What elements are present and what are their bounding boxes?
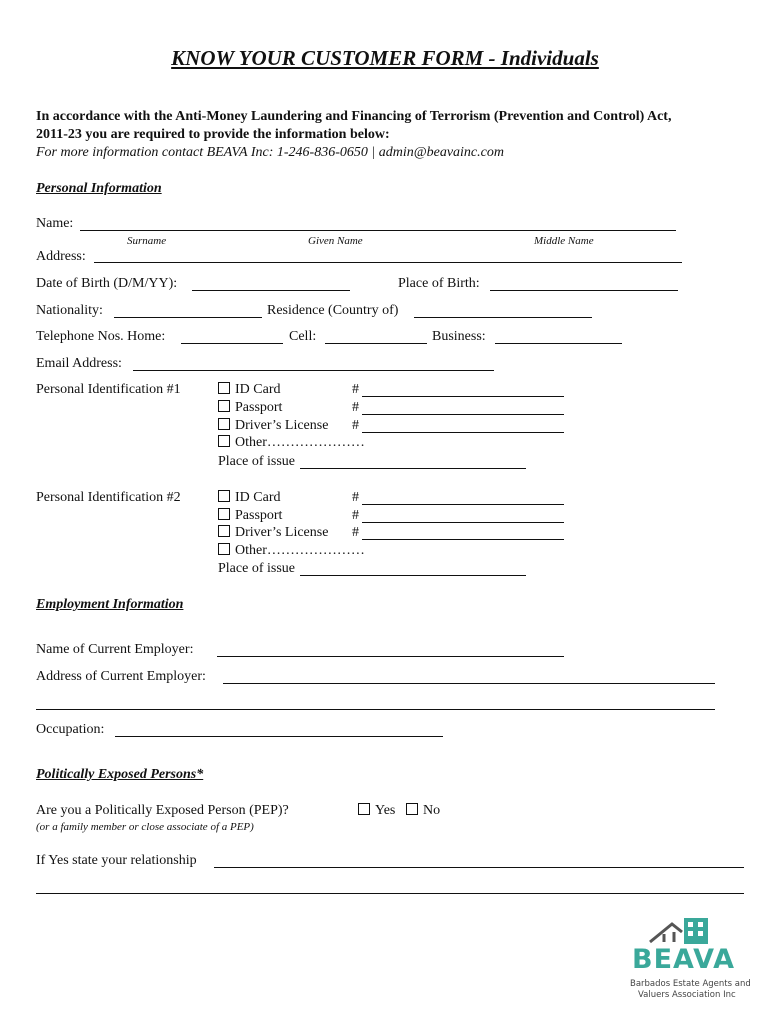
id1-license-number-field[interactable] — [362, 432, 564, 433]
cell-label: Cell: — [289, 329, 317, 344]
relationship-field[interactable] — [214, 867, 744, 868]
intro-line-2: 2011-23 you are required to provide the information below: — [36, 127, 390, 142]
pep-question: Are you a Politically Exposed Person (PEP)? — [36, 803, 289, 818]
employer-field[interactable] — [217, 656, 564, 657]
logo-name: BEAVA — [632, 944, 736, 975]
id1-option-drivers-license[interactable]: Driver’s License — [218, 418, 328, 434]
house-icon — [624, 912, 740, 948]
dob-field[interactable] — [192, 290, 350, 291]
id1-place-of-issue-label: Place of issue — [218, 454, 295, 469]
middle-name-hint: Middle Name — [534, 235, 594, 247]
pep-heading: Politically Exposed Persons* — [36, 767, 204, 782]
employer-address-field[interactable] — [223, 683, 715, 684]
employment-heading: Employment Information — [36, 597, 184, 612]
address-label: Address: — [36, 249, 86, 264]
id2-hash-3: # — [352, 525, 359, 540]
id1-option-other[interactable]: Other………………… — [218, 435, 365, 451]
logo-subtitle-1: Barbados Estate Agents and — [630, 979, 751, 989]
checkbox-icon — [406, 803, 418, 815]
email-field[interactable] — [133, 370, 494, 371]
given-name-hint: Given Name — [308, 235, 363, 247]
id1-passport-number-field[interactable] — [362, 414, 564, 415]
checkbox-icon — [218, 400, 230, 412]
id2-option-passport[interactable]: Passport — [218, 508, 282, 524]
id1-id-card-number-field[interactable] — [362, 396, 564, 397]
occupation-label: Occupation: — [36, 722, 105, 737]
business-field[interactable] — [495, 343, 622, 344]
id2-hash-2: # — [352, 508, 359, 523]
nationality-field[interactable] — [114, 317, 262, 318]
id2-id-card-number-field[interactable] — [362, 504, 564, 505]
email-label: Email Address: — [36, 356, 122, 371]
employer-label: Name of Current Employer: — [36, 642, 194, 657]
id1-hash-2: # — [352, 400, 359, 415]
checkbox-icon — [358, 803, 370, 815]
residence-label: Residence (Country of) — [267, 303, 399, 318]
beava-logo — [624, 912, 751, 1012]
address-field[interactable] — [94, 262, 682, 263]
id2-passport-number-field[interactable] — [362, 522, 564, 523]
checkbox-icon — [218, 418, 230, 430]
form-title: KNOW YOUR CUSTOMER FORM - Individuals — [171, 46, 599, 70]
id2-option-other[interactable]: Other………………… — [218, 543, 365, 559]
id1-option-passport[interactable]: Passport — [218, 400, 282, 416]
id2-label: Personal Identification #2 — [36, 490, 181, 505]
id2-option-id-card[interactable]: ID Card — [218, 490, 281, 506]
nationality-label: Nationality: — [36, 303, 103, 318]
id1-place-of-issue-field[interactable] — [300, 468, 526, 469]
dob-label: Date of Birth (D/M/YY): — [36, 276, 178, 291]
personal-info-heading: Personal Information — [36, 181, 162, 196]
checkbox-icon — [218, 508, 230, 520]
relationship-field-2[interactable] — [36, 893, 744, 894]
cell-field[interactable] — [325, 343, 427, 344]
id1-option-id-card[interactable]: ID Card — [218, 382, 281, 398]
intro-contact: For more information contact BEAVA Inc: 1-246-836-0650 | admin@beavainc.com — [36, 145, 504, 160]
checkbox-icon — [218, 435, 230, 447]
id1-label: Personal Identification #1 — [36, 382, 181, 397]
intro-line-1: In accordance with the Anti-Money Laundering and Financing of Terrorism (Prevention and Control) Act, — [36, 109, 672, 124]
id2-place-of-issue-field[interactable] — [300, 575, 526, 576]
pep-no-option[interactable]: No — [406, 803, 440, 819]
pob-field[interactable] — [490, 290, 678, 291]
id1-hash-3: # — [352, 418, 359, 433]
id2-hash-1: # — [352, 490, 359, 505]
id1-hash-1: # — [352, 382, 359, 397]
name-field[interactable] — [80, 230, 676, 231]
business-label: Business: — [432, 329, 486, 344]
employer-address-field-2[interactable] — [36, 709, 715, 710]
pob-label: Place of Birth: — [398, 276, 480, 291]
relationship-label: If Yes state your relationship — [36, 853, 197, 868]
name-label: Name: — [36, 216, 74, 231]
occupation-field[interactable] — [115, 736, 443, 737]
surname-hint: Surname — [127, 235, 167, 247]
pep-note: (or a family member or close associate of a PEP) — [36, 821, 254, 833]
checkbox-icon — [218, 382, 230, 394]
checkbox-icon — [218, 543, 230, 555]
employer-address-label: Address of Current Employer: — [36, 669, 206, 684]
id2-option-drivers-license[interactable]: Driver’s License — [218, 525, 328, 541]
checkbox-icon — [218, 525, 230, 537]
logo-subtitle-2: Valuers Association Inc — [638, 990, 736, 1000]
id2-place-of-issue-label: Place of issue — [218, 561, 295, 576]
tel-home-label: Telephone Nos. Home: — [36, 329, 166, 344]
pep-yes-option[interactable]: Yes — [358, 803, 395, 819]
checkbox-icon — [218, 490, 230, 502]
residence-field[interactable] — [414, 317, 592, 318]
tel-home-field[interactable] — [181, 343, 283, 344]
id2-license-number-field[interactable] — [362, 539, 564, 540]
